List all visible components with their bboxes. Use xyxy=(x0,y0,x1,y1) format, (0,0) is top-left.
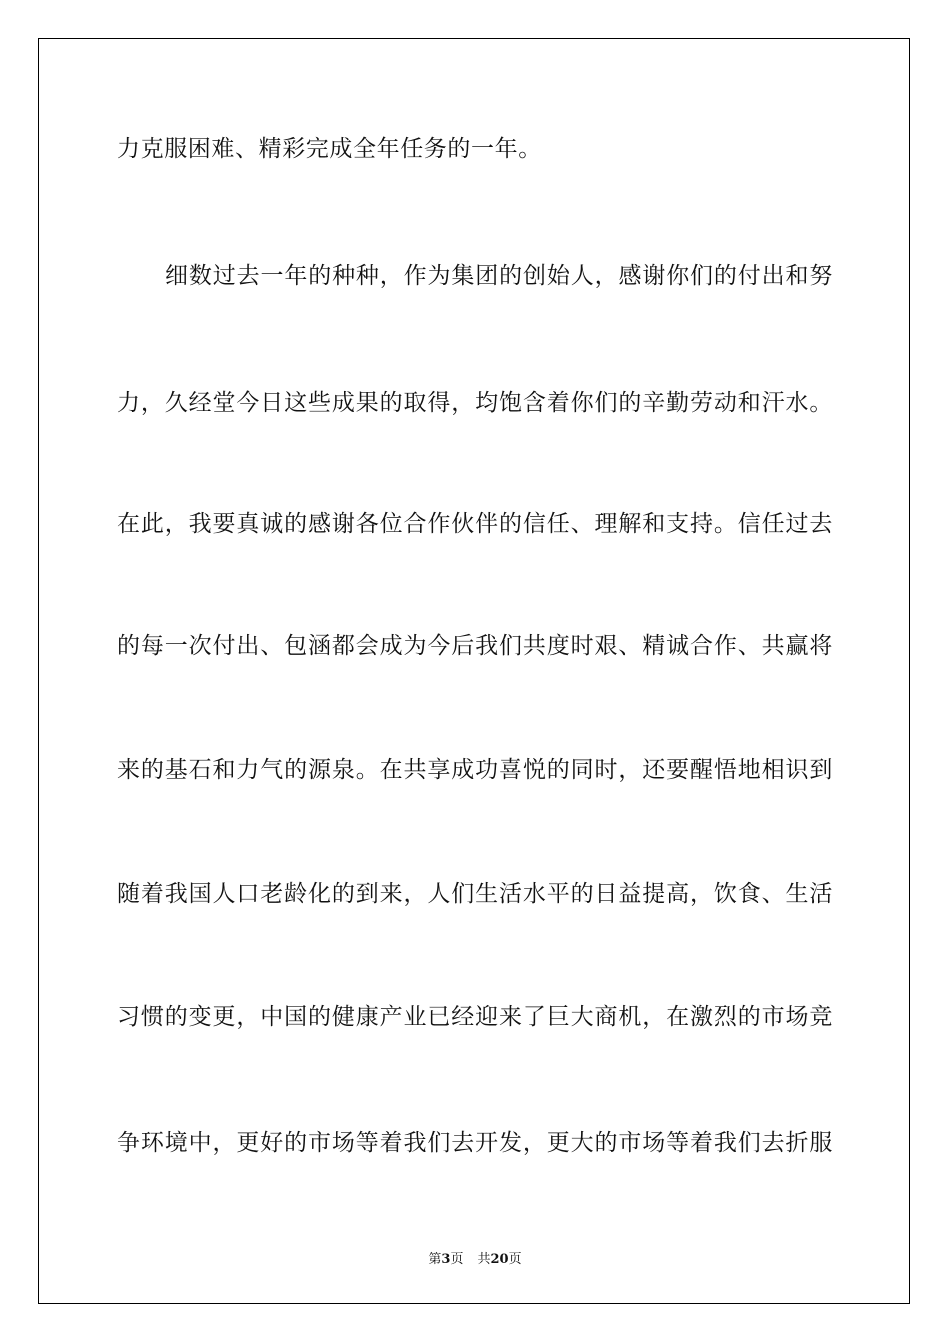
page-suffix: 页 xyxy=(450,1252,464,1267)
total-suffix: 页 xyxy=(508,1252,522,1267)
text-line-5: 的每一次付出、包涵都会成为今后我们共度时艰、精诚合作、共赢将 xyxy=(117,633,833,659)
total-prefix: 共 xyxy=(477,1252,491,1267)
page-border xyxy=(38,38,910,1304)
page-footer xyxy=(0,1248,950,1267)
page-number: 3 xyxy=(441,1252,451,1267)
text-line-6: 来的基石和力气的源泉。在共享成功喜悦的同时，还要醒悟地相识到 xyxy=(117,757,833,783)
total-pages: 20 xyxy=(490,1252,509,1267)
text-line-3: 力，久经堂今日这些成果的取得，均饱含着你们的辛勤劳动和汗水。 xyxy=(117,390,833,416)
text-line-4: 在此，我要真诚的感谢各位合作伙伴的信任、理解和支持。信任过去 xyxy=(117,511,833,537)
text-line-9: 争环境中，更好的市场等着我们去开发，更大的市场等着我们去折服 xyxy=(117,1130,833,1156)
text-line-7: 随着我国人口老龄化的到来，人们生活水平的日益提高，饮食、生活 xyxy=(117,881,833,907)
text-line-8: 习惯的变更，中国的健康产业已经迎来了巨大商机，在激烈的市场竞 xyxy=(117,1004,833,1030)
text-line-2: 细数过去一年的种种，作为集团的创始人，感谢你们的付出和努 xyxy=(165,263,833,289)
text-line-1: 力克服困难、精彩完成全年任务的一年。 xyxy=(117,136,542,162)
page-prefix: 第 xyxy=(428,1252,442,1267)
